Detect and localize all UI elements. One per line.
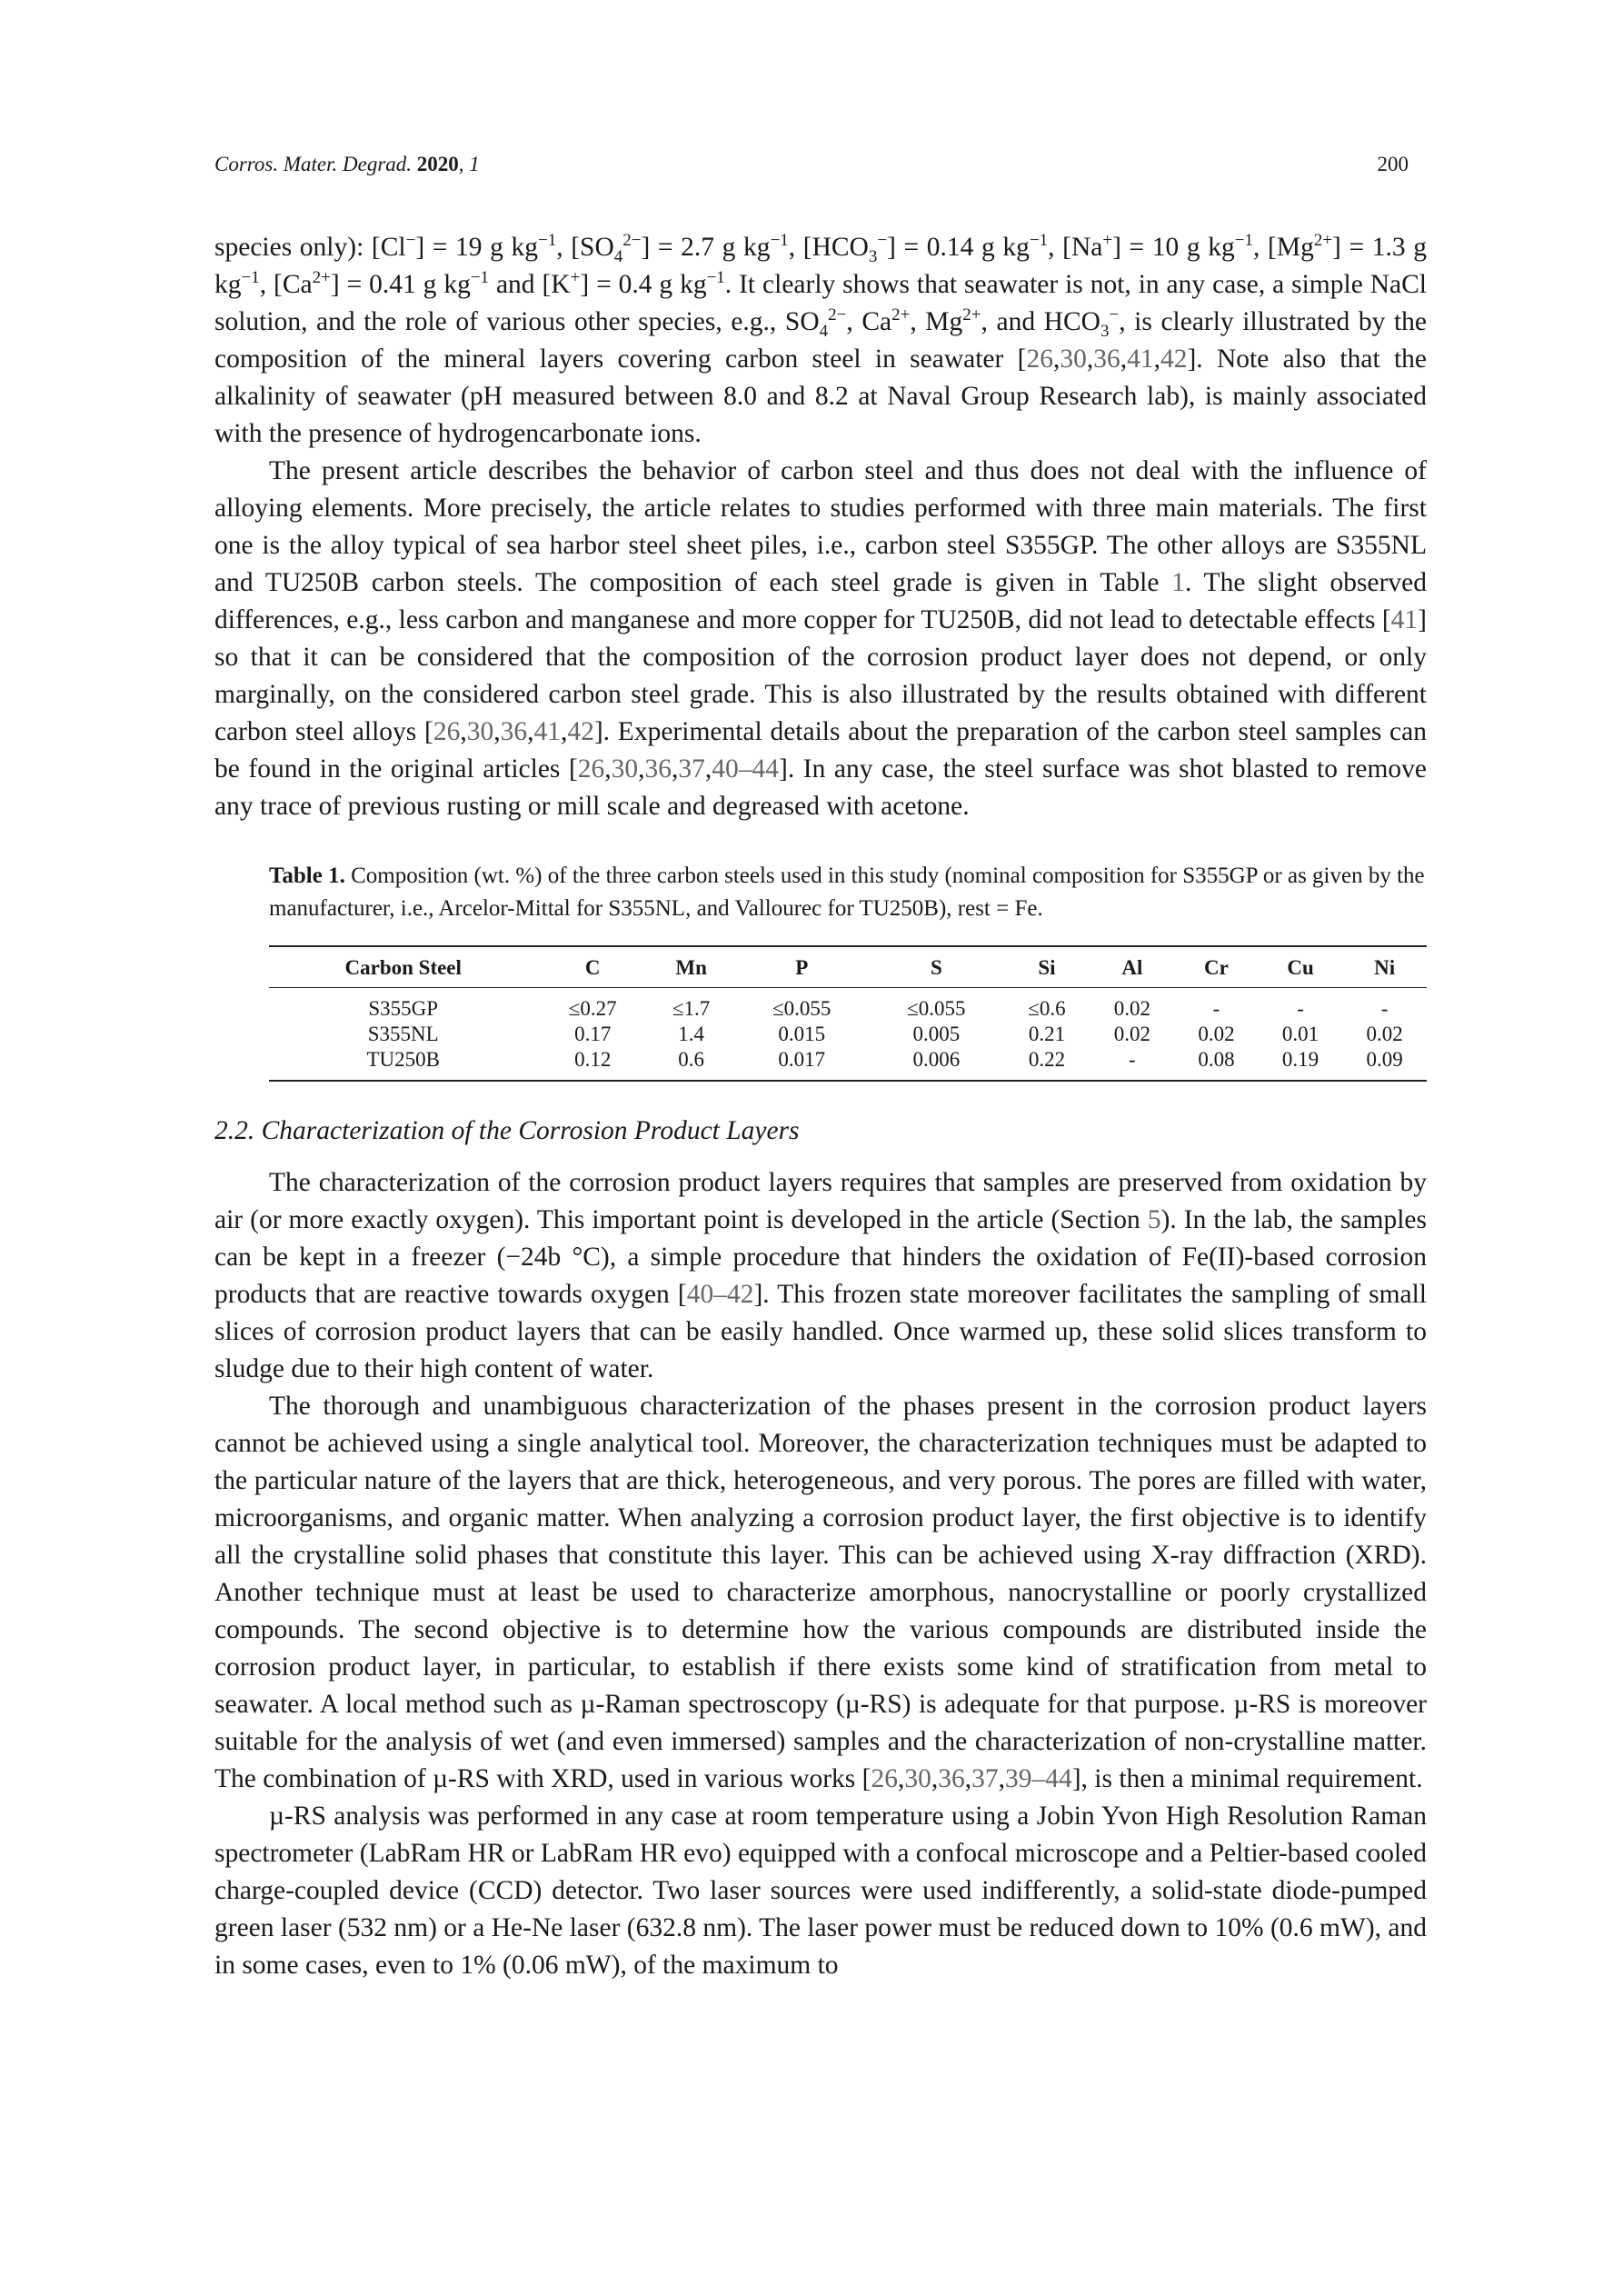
table-cell: 0.17 — [574, 1023, 612, 1045]
citation-link[interactable]: 36 — [644, 754, 672, 784]
table-cell: 1.4 — [678, 1023, 704, 1045]
running-head — [214, 153, 1409, 176]
citation-link[interactable]: 40–42 — [686, 1280, 754, 1309]
table-cell: 0.22 — [1003, 1047, 1090, 1081]
table-cell: 0.02 — [1198, 1023, 1235, 1045]
column-header: Ni — [1342, 946, 1427, 988]
table-cell: 0.19 — [1259, 1047, 1343, 1081]
table-cell: - — [1297, 997, 1304, 1020]
column-header: C — [537, 946, 648, 988]
table-cell: S355GP — [368, 997, 439, 1020]
citation-link[interactable]: 41 — [1127, 344, 1154, 374]
citation-link[interactable]: 26 — [1026, 344, 1053, 374]
citation-link[interactable]: 37 — [678, 754, 705, 784]
table-1 — [269, 860, 1427, 1082]
table-cell: - — [1090, 1047, 1175, 1081]
citation-link[interactable]: 26 — [577, 754, 605, 784]
table-cell: 0.12 — [537, 1047, 648, 1081]
table-cell: ≤1.7 — [672, 997, 711, 1020]
paragraph-raman-setup: µ-RS analysis was performed in any case at room temperature using a Jobin Yvon High Resolution Raman spectrometer (LabRam HR or LabRam HR evo) equipped with a confocal microscope and a Peltier-based cooled charge-coupled device (CCD) detector. Two laser sources were used indifferently, a solid-state diode-pumped green laser (532 nm) or a He-Ne laser (632.8 nm). The laser power must be reduced down to 10% (0.6 mW), and in some cases, even to 1% (0.06 mW), of the maximum to — [214, 1802, 1427, 1980]
section-heading: 2.2. Characterization of the Corrosion Product Layers — [214, 1116, 800, 1145]
citation-link[interactable]: 41 — [1390, 605, 1419, 634]
column-header: Al — [1090, 946, 1175, 988]
citation-link[interactable]: 26 — [871, 1764, 898, 1793]
citation-link[interactable]: 36 — [1093, 344, 1120, 374]
section-reference-link[interactable]: 5 — [1147, 1205, 1161, 1234]
column-header: P — [734, 946, 869, 988]
citation-link[interactable]: 39–44 — [1004, 1764, 1072, 1793]
table-caption: Table 1. Composition (wt. %) of the three carbon steels used in this study (nominal composition for S355GP or as given by the manufacturer, i.e., Arcelor-Mittal for S355NL, and Vallourec for TU250B), rest = Fe. — [269, 863, 1425, 921]
citation-link[interactable]: 30 — [904, 1764, 931, 1793]
table-cell: ≤0.6 — [1028, 997, 1066, 1020]
table-cell: - — [1380, 997, 1389, 1020]
citation-link[interactable]: 42 — [567, 717, 594, 746]
table-cell: 0.006 — [869, 1047, 1003, 1081]
table-cell: 0.015 — [778, 1023, 826, 1045]
table-cell: 0.02 — [1113, 997, 1150, 1020]
citation-link[interactable]: 42 — [1160, 344, 1188, 374]
table-cell: TU250B — [269, 1047, 537, 1081]
paragraph-article-scope: The present article describes the behavior of carbon steel and thus does not deal with the influence of alloying elements. More precisely, the article relates to studies performed with three main materials. The first one is the alloy typical of sea harbor steel sheet piles, i.e., carbon steel S355GP. The other alloys are S355NL and TU250B carbon steels. The composition of each steel grade is given in Table 1. The slight observed differences, e.g., less carbon and manganese and more copper for TU250B, did not lead to detectable effects [41] so that it can be considered that the composition of the corrosion product layer does not depend, or only marginally, on the considered carbon steel grade. This is also illustrated by the results obtained with different carbon steel alloys [26,30,36,41,42]. Experimental details about the preparation of the carbon steel samples can be found in the original articles [26,30,36,37,40–44]. In any case, the steel surface was shot blasted to remove any trace of previous rusting or mill scale and degreased with acetone. — [214, 456, 1427, 821]
column-header: Cr — [1174, 946, 1259, 988]
paragraph-characterization-methods: The thorough and unambiguous characterization of the phases present in the corrosion product layers cannot be achieved using a single analytical tool. Moreover, the characterization techniques must be adapted to the particular nature of the layers that are thick, heterogeneous, and very porous. The pores are filled with water, microorganisms, and organic matter. When analyzing a corrosion product layer, the first objective is to identify all the crystalline solid phases that constitute this layer. This can be achieved using X-ray diffraction (XRD). Another technique must at least be used to characterize amorphous, nanocrystalline or poorly crystallized compounds. The second objective is to determine how the various compounds are distributed inside the corrosion product layer, in particular, to establish if there exists some kind of stratification from metal to seawater. A local method such as µ-Raman spectroscopy (µ-RS) is adequate for that purpose. µ-RS is moreover suitable for the analysis of wet (and even immersed) samples and the characterization of non-crystalline matter. The combination of µ-RS with XRD, used in various works [26,30,36,37,39–44], is then a minimal requirement. — [214, 1392, 1427, 1793]
table-cell: 0.02 — [1366, 1023, 1403, 1045]
table-cell: 0.6 — [648, 1047, 734, 1081]
table-row — [269, 988, 1427, 1023]
column-header: Si — [1003, 946, 1090, 988]
composition-table — [269, 945, 1427, 1082]
table-cell: ≤0.27 — [568, 997, 617, 1020]
column-header: Carbon Steel — [269, 946, 537, 988]
table-cell: 0.005 — [912, 1023, 961, 1045]
table-cell: ≤0.055 — [907, 997, 966, 1020]
table-cell: - — [1212, 997, 1220, 1020]
citation-link[interactable]: 40–44 — [712, 754, 780, 784]
column-header: Cu — [1259, 946, 1343, 988]
column-header: Mn — [648, 946, 734, 988]
citation-link[interactable]: 30 — [1060, 344, 1087, 374]
table-row — [269, 1022, 1427, 1047]
table-cell: 0.21 — [1028, 1023, 1066, 1045]
paragraph-sample-preservation: The characterization of the corrosion product layers requires that samples are preserved from oxidation by air (or more exactly oxygen). This important point is developed in the article (Section 5). In the lab, the samples can be kept in a freezer (−24b °C), a simple procedure that hinders the oxidation of Fe(II)-based corrosion products that are reactive towards oxygen [40–42]. This frozen state moreover facilitates the sampling of small slices of corrosion product layers that can be easily handled. Once warmed up, these solid slices transform to sludge due to their high content of water. — [214, 1168, 1428, 1383]
column-header: S — [869, 946, 1003, 988]
page-number: 200 — [1377, 153, 1409, 175]
table-label: Table 1. — [269, 863, 345, 888]
table-cell: 0.02 — [1113, 1023, 1150, 1045]
citation-link[interactable]: 36 — [938, 1764, 965, 1793]
table-cell: 0.017 — [734, 1047, 869, 1081]
table-cell: 0.08 — [1174, 1047, 1259, 1081]
table-cell: ≤0.055 — [772, 997, 831, 1020]
citation-link[interactable]: 41 — [533, 717, 561, 746]
citation-link[interactable]: 30 — [466, 717, 494, 746]
paragraph-seawater-species: species only): [Cl−] = 19 g $kg^{-1}$, $[SO_4^{2-}] = 2.7$ g $kg^{-1}$, $[HCO_3^-] = 0.14$ g $kg^{-1}$, [Na+] = 10 g $kg^{-1}$, $[Mg^{2+}] = 1.3$ g $kg^{-1}$, $[Ca^{2+}] = 0.41$ g $kg^{-1}$ and [K+] = 0.4 g $kg^{-1}$. It clearly shows that seawater is not, in any case, a simple NaCl solution, and the role of various other species, e.g., $SO_4^{2-}$, $Ca^{2+}$, $Mg^{2+}$, and $HCO_3^-$, is clearly illustrated by the composition of the mineral layers covering carbon steel in seawater [26,30,36,41,42]. Note also that the alkalinity of seawater (pH measured between 8.0 and 8.2 at Naval Group Research lab), is mainly associated with the presence of hydrogencarbonate ions. — [214, 231, 1427, 448]
table-cell: S355NL — [367, 1023, 439, 1045]
table-cell: 0.09 — [1342, 1047, 1427, 1081]
table-reference-link[interactable]: 1 — [1171, 568, 1185, 597]
body-text — [214, 229, 1427, 1984]
table-row — [269, 1047, 1427, 1081]
citation-link[interactable]: 30 — [611, 754, 639, 784]
citation-link[interactable]: 36 — [500, 717, 528, 746]
table-cell: 0.01 — [1281, 1023, 1319, 1045]
citation-link[interactable]: 26 — [433, 717, 461, 746]
table-header-row — [269, 946, 1427, 988]
journal-citation: Corros. Mater. Degrad. 2020, 1 — [214, 153, 480, 175]
citation-link[interactable]: 37 — [971, 1764, 999, 1793]
